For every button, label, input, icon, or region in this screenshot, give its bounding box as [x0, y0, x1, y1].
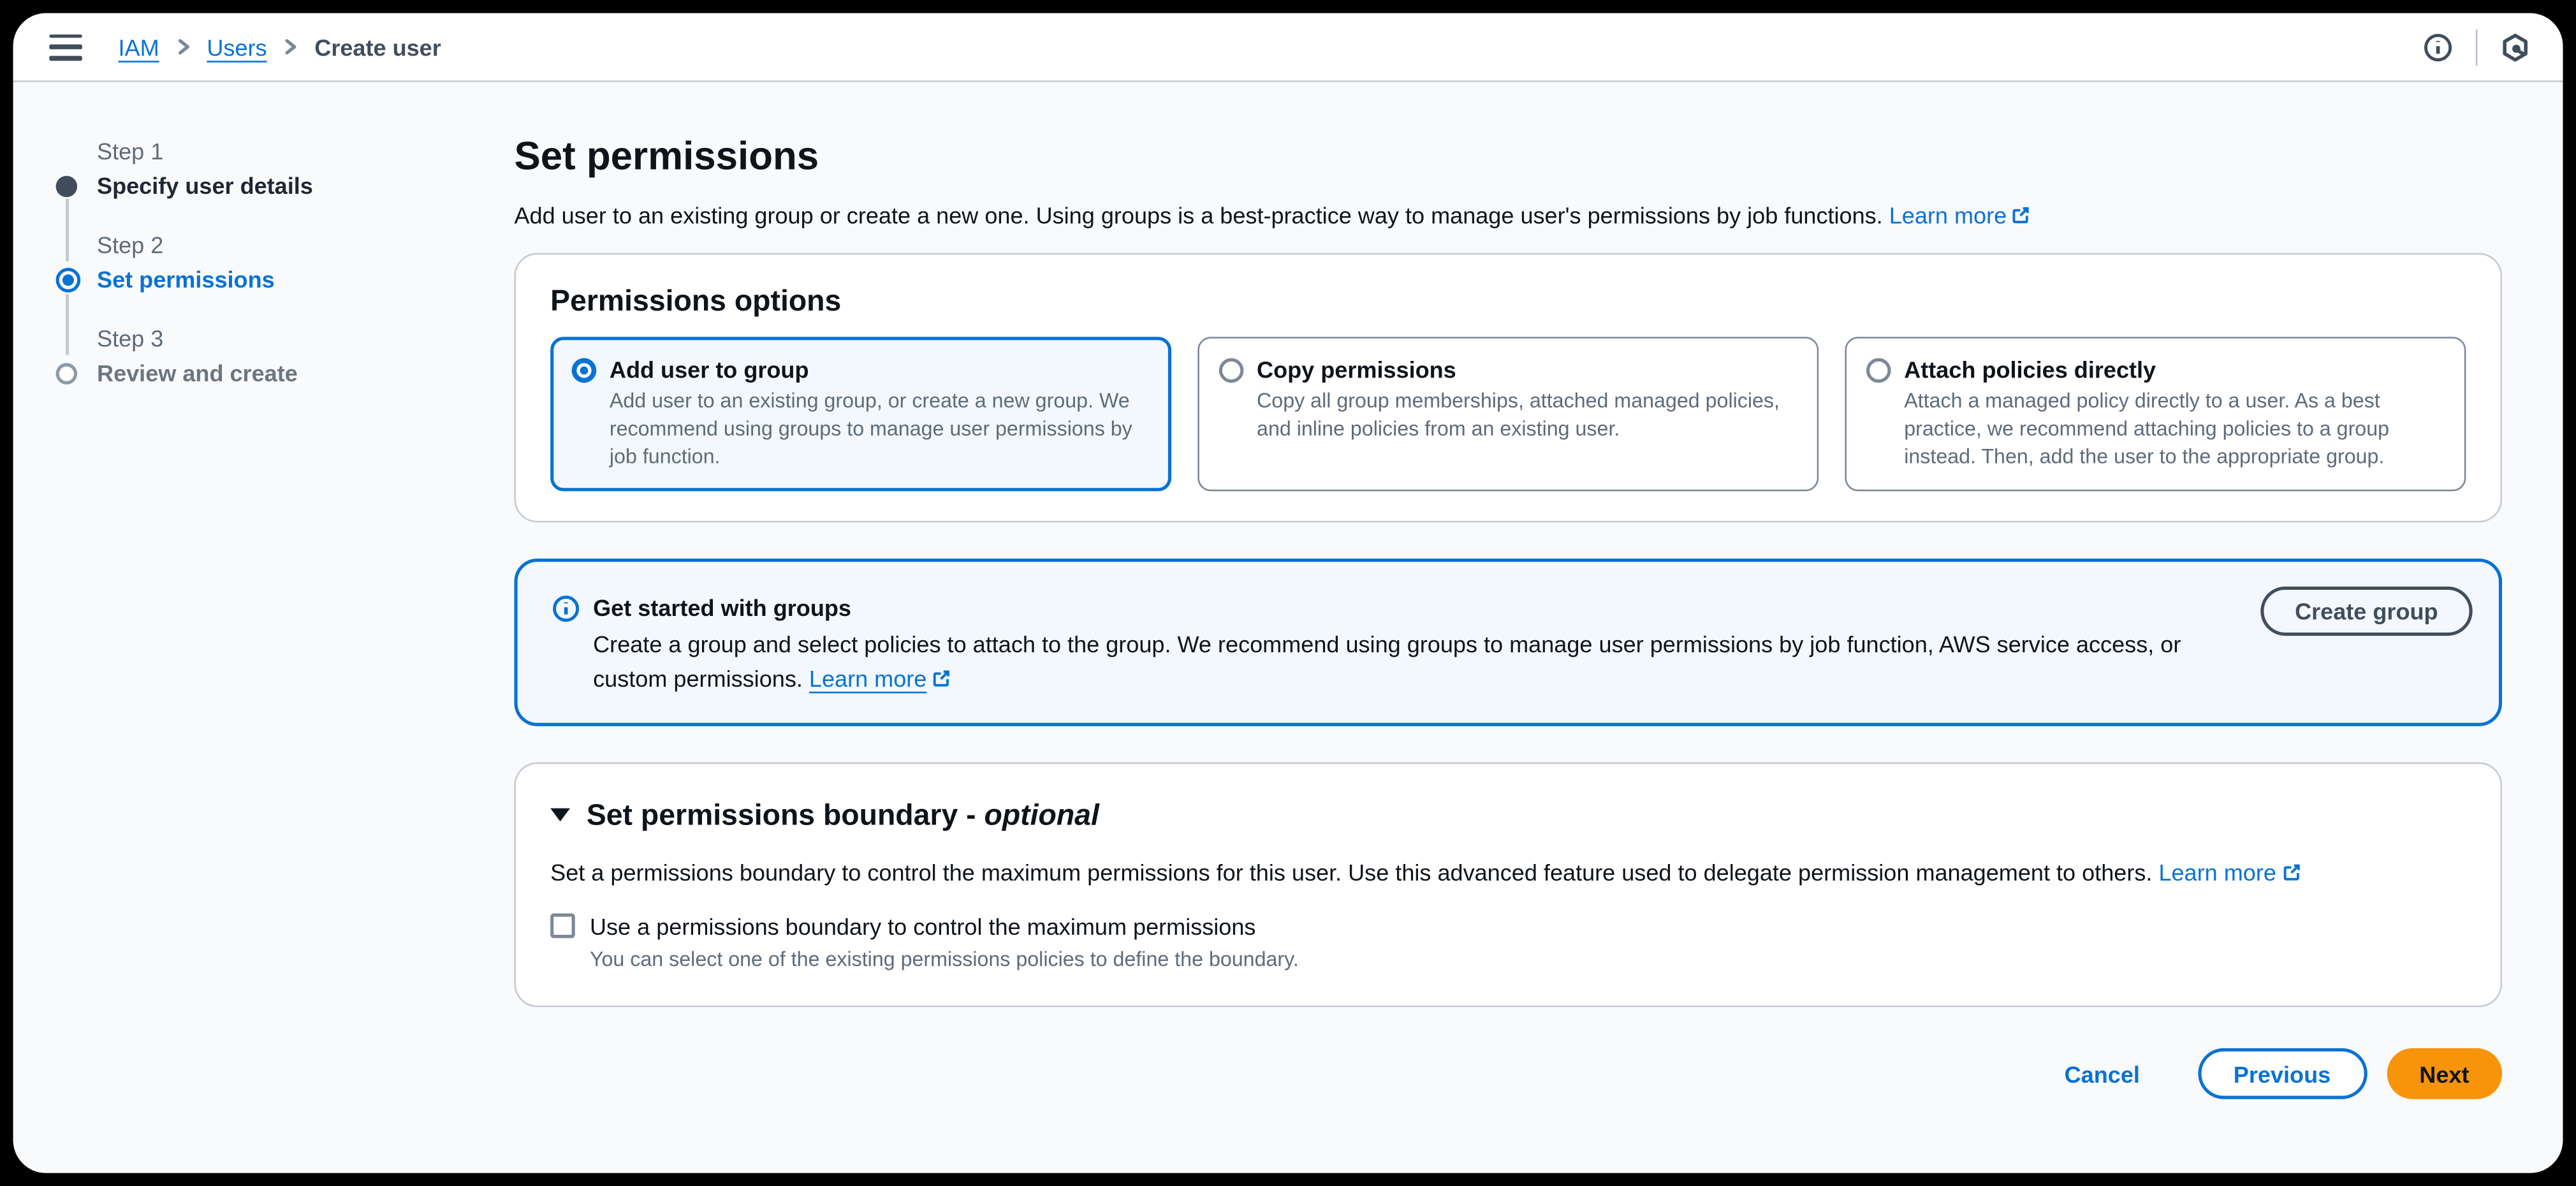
page-description: [514, 199, 2502, 232]
wizard-step-1: [49, 138, 493, 200]
info-icon[interactable]: [2420, 29, 2456, 65]
radio-unselected-icon[interactable]: [1219, 358, 1244, 383]
top-navigation-bar: [13, 13, 2563, 82]
next-button[interactable]: Next: [2387, 1048, 2502, 1099]
info-icon: [552, 595, 580, 623]
permissions-boundary-header[interactable]: [550, 797, 2466, 833]
option-title: Add user to group: [609, 356, 809, 383]
external-link-icon: [932, 669, 951, 689]
optional-label: optional: [984, 797, 1099, 831]
checkbox-label: Use a permissions boundary to control the maximum permissions: [589, 913, 1256, 940]
breadcrumb-link-iam[interactable]: IAM: [118, 33, 159, 61]
permissions-options-container: [514, 253, 2502, 523]
cancel-button[interactable]: Cancel: [2064, 1060, 2140, 1087]
breadcrumb: [119, 34, 441, 60]
step-title-set-permissions[interactable]: Set permissions: [97, 266, 275, 293]
step-title-specify-user-details[interactable]: Specify user details: [97, 172, 313, 199]
permissions-boundary-description: [550, 856, 2466, 889]
banner-text: [593, 593, 2227, 696]
option-card-copy-permissions[interactable]: [1197, 337, 1819, 491]
permissions-boundary-checkbox-row[interactable]: [550, 910, 2466, 943]
page-description-text: Add user to an existing group or create a new one. Using groups is a best-practice way to manage user's permissions by job functions.: [514, 201, 1883, 229]
step-label: Step 3: [97, 325, 164, 352]
learn-more-link[interactable]: Learn more: [1889, 202, 2031, 228]
external-link-icon: [2281, 863, 2301, 882]
page-title: Set permissions: [514, 135, 819, 179]
step-label: Step 2: [97, 231, 164, 258]
learn-more-link[interactable]: Learn more: [2158, 860, 2301, 886]
radio-unselected-icon[interactable]: [1866, 358, 1891, 383]
step-current-bullet: [56, 267, 81, 292]
permissions-options-title: Permissions options: [550, 284, 842, 318]
boundary-description-text: Set a permissions boundary to control the maximum permissions for this user. Use this advanced feature used to delegate permission management to others.: [550, 859, 2153, 886]
permissions-options-group: [550, 337, 2466, 491]
caret-down-icon: [550, 809, 570, 822]
checkbox-sublabel: You can select one of the existing permissions policies to define the boundary.: [589, 948, 1299, 971]
divider: [2476, 29, 2478, 65]
radio-selected-icon[interactable]: [572, 358, 597, 383]
option-title: Copy permissions: [1257, 356, 1456, 383]
chevron-right-icon: [174, 38, 192, 55]
banner-body: [593, 627, 2227, 696]
title-dash: -: [966, 797, 976, 831]
step-label: Step 1: [97, 138, 164, 165]
wizard-actions: [514, 1048, 2502, 1139]
wizard-step-2: [49, 231, 493, 294]
option-description: Attach a managed policy directly to a user. As a best practice, we recommend attaching policies to a group instead. Then, add the user to the appropriate group.: [1904, 389, 2390, 469]
previous-button[interactable]: Previous: [2197, 1048, 2367, 1099]
breadcrumb-link-users[interactable]: Users: [207, 33, 267, 61]
breadcrumb-current: Create user: [314, 33, 441, 61]
step-visited-bullet: [56, 175, 77, 196]
chevron-right-icon: [282, 38, 300, 55]
console-window: [13, 13, 2563, 1173]
option-title: Attach policies directly: [1904, 356, 2156, 383]
permissions-boundary-section: [514, 763, 2502, 1007]
get-started-with-groups-banner: [514, 559, 2502, 726]
learn-more-link[interactable]: Learn more: [809, 665, 951, 691]
page-content: [13, 82, 2563, 1173]
option-card-add-user-to-group[interactable]: [550, 337, 1171, 491]
banner-body-text: Create a group and select policies to attach to the group. We recommend using groups to manage user permissions by job function, AWS service access, or custom permissions.: [593, 631, 2181, 692]
option-description: Copy all group memberships, attached managed policies, and inline policies from an existing user.: [1257, 389, 1780, 441]
banner-title: Get started with groups: [593, 594, 851, 621]
option-description: Add user to an existing group, or create a new group. We recommend using groups to manage user permissions by job function.: [609, 389, 1132, 469]
create-group-button[interactable]: Create group: [2260, 587, 2473, 636]
step-title-review-and-create: Review and create: [97, 360, 298, 386]
external-link-icon: [2012, 205, 2031, 225]
topbar-actions: [2420, 29, 2533, 65]
option-card-attach-policies-directly[interactable]: [1845, 337, 2466, 491]
amazon-q-icon[interactable]: [2497, 29, 2533, 65]
wizard-step-3: [49, 325, 493, 388]
permissions-boundary-title: Set permissions boundary: [586, 798, 958, 831]
menu-icon[interactable]: [49, 34, 82, 60]
step-upcoming-bullet: [56, 362, 77, 383]
checkbox-unchecked-icon[interactable]: [550, 914, 575, 939]
main-panel: [514, 82, 2502, 1139]
